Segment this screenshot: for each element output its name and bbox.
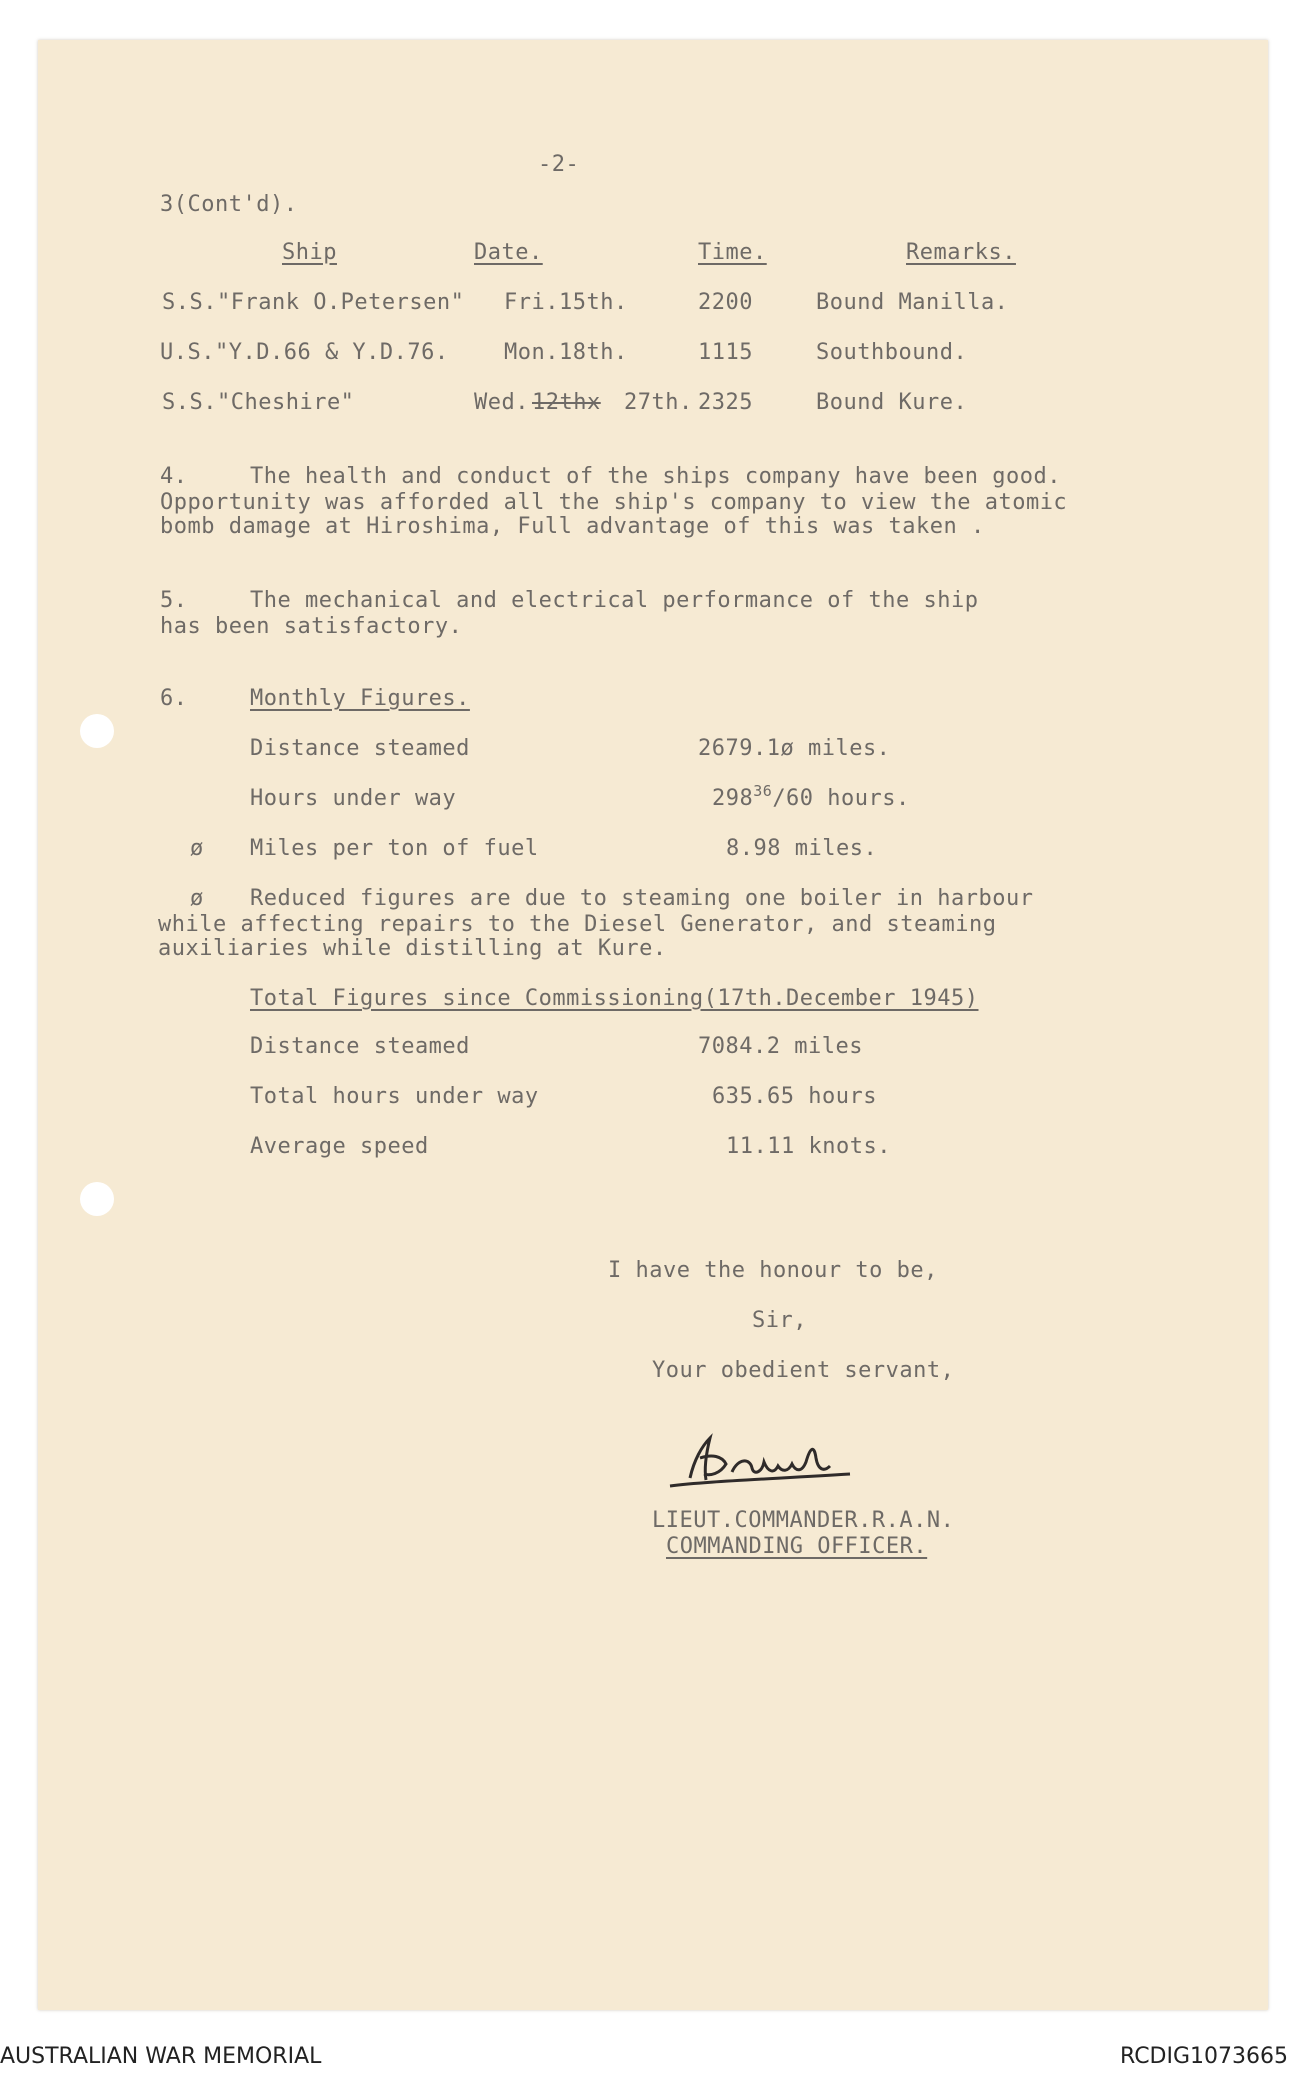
total-distance-value: 7084.2 miles (698, 1034, 863, 1059)
para5-number: 5. (160, 588, 188, 613)
row2-time: 1115 (698, 340, 753, 365)
footer-record-id: RCDIG1073665 (1120, 2044, 1289, 2069)
monthly-fuel-value: 8.98 miles. (726, 836, 878, 861)
average-speed-value: 11.11 knots. (726, 1134, 891, 1159)
page-number: -2- (538, 152, 580, 177)
row1-time: 2200 (698, 290, 753, 315)
section-continued: 3(Cont'd). (160, 192, 298, 217)
signatory-rank: LIEUT.COMMANDER.R.A.N. (652, 1508, 955, 1533)
average-speed-label: Average speed (250, 1134, 429, 1159)
row3-remarks: Bound Kure. (816, 390, 968, 415)
note-line2: while affecting repairs to the Diesel Generator, and steaming (158, 912, 997, 937)
row1-ship: S.S."Frank O.Petersen" (162, 290, 465, 315)
para4-number: 4. (160, 464, 188, 489)
row2-date: Mon.18th. (504, 340, 628, 365)
fuel-marker: ø (190, 836, 204, 861)
monthly-distance-label: Distance steamed (250, 736, 470, 761)
punch-hole (80, 1182, 114, 1216)
para4-line1: The health and conduct of the ships company have been good. (250, 464, 1061, 489)
document-page (38, 40, 1268, 2010)
row3-time: 2325 (698, 390, 753, 415)
total-hours-value: 635.65 hours (712, 1084, 877, 1109)
totals-heading: Total Figures since Commissioning(17th.December 1945) (250, 986, 979, 1011)
monthly-figures-heading: Monthly Figures. (250, 686, 470, 711)
punch-hole (80, 714, 114, 748)
row2-ship: U.S."Y.D.66 & Y.D.76. (160, 340, 449, 365)
row2-remarks: Southbound. (816, 340, 968, 365)
total-hours-label: Total hours under way (250, 1084, 539, 1109)
note-line3: auxiliaries while distilling at Kure. (158, 936, 667, 961)
handwritten-signature (660, 1428, 860, 1498)
closing-line1: I have the honour to be, (608, 1258, 938, 1283)
total-distance-label: Distance steamed (250, 1034, 470, 1059)
row3-date-prefix: Wed. (474, 390, 529, 415)
para4-line3: bomb damage at Hiroshima, Full advantage of this was taken . (160, 514, 985, 539)
header-ship: Ship (282, 240, 337, 265)
signatory-title: COMMANDING OFFICER. (666, 1534, 928, 1559)
row3-ship: S.S."Cheshire" (162, 390, 355, 415)
row1-date: Fri.15th. (504, 290, 628, 315)
header-time: Time. (698, 240, 767, 265)
footer-archive-name: AUSTRALIAN WAR MEMORIAL (0, 2044, 322, 2069)
monthly-fuel-label: Miles per ton of fuel (250, 836, 539, 861)
para5-line2: has been satisfactory. (160, 614, 463, 639)
monthly-distance-value: 2679.1ø miles. (698, 736, 891, 761)
para5-line1: The mechanical and electrical performance of the ship (250, 588, 979, 613)
header-date: Date. (474, 240, 543, 265)
header-remarks: Remarks. (906, 240, 1016, 265)
note-marker: ø (190, 886, 204, 911)
row3-date: 27th. (624, 390, 693, 415)
row3-date-struck: 12thx (532, 390, 601, 415)
para6-number: 6. (160, 686, 188, 711)
note-line1: Reduced figures are due to steaming one boiler in harbour (250, 886, 1034, 911)
closing-line3: Your obedient servant, (652, 1358, 955, 1383)
monthly-hours-label: Hours under way (250, 786, 457, 811)
closing-line2: Sir, (752, 1308, 807, 1333)
para4-line2: Opportunity was afforded all the ship's company to view the atomic (160, 490, 1068, 515)
row1-remarks: Bound Manilla. (816, 290, 1009, 315)
monthly-hours-value: $298^{36}/60$ hours. (712, 782, 910, 811)
